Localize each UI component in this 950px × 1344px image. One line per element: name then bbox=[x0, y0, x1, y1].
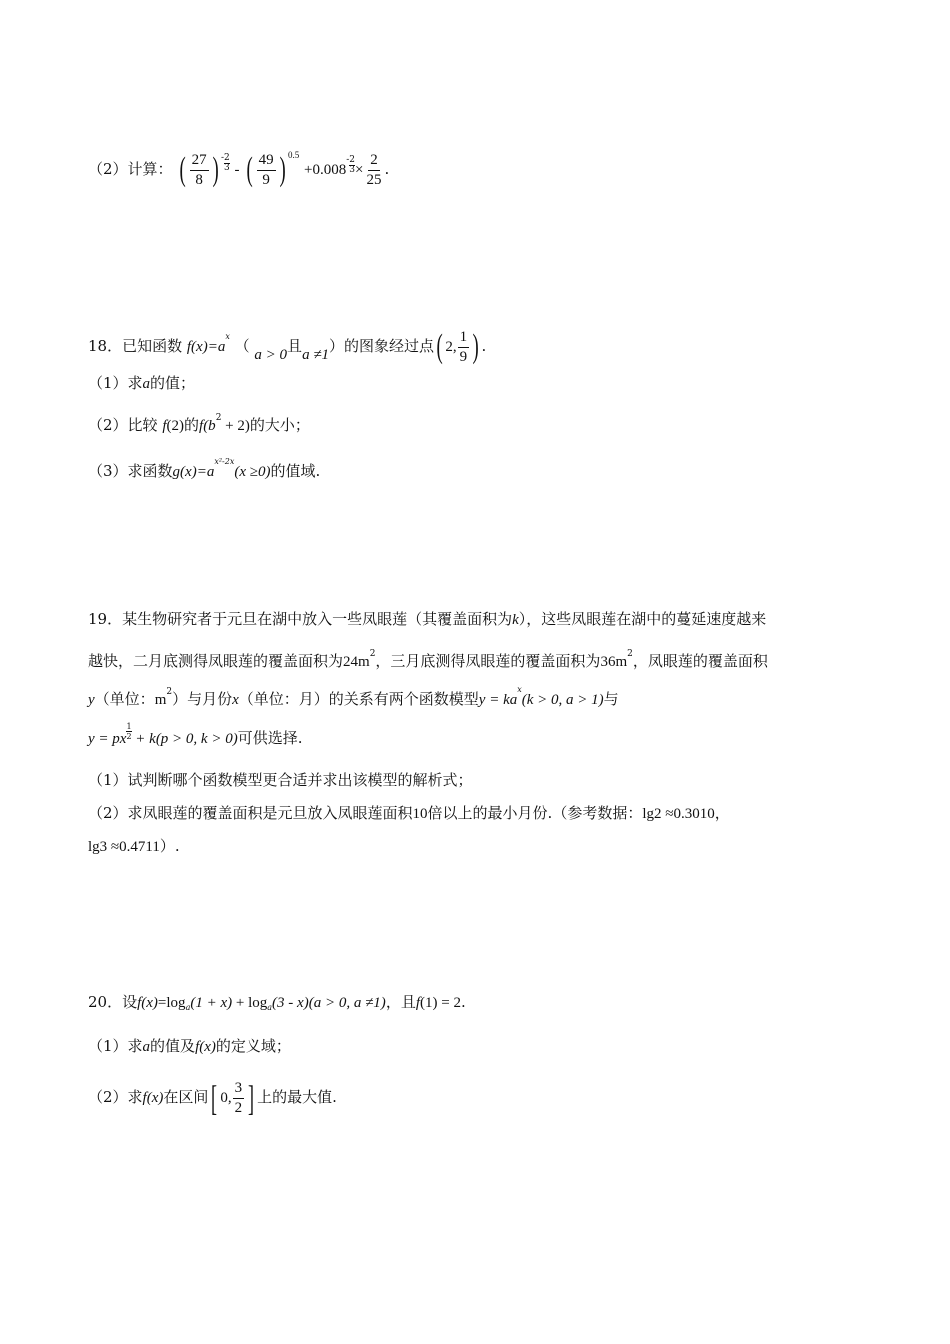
q18-stem-prefix: 18．已知函数 bbox=[88, 337, 183, 355]
q20-part2: （2）求f(x)在区间[ 0, $\frac{3}{2}$ ] 上的最大值. bbox=[88, 1078, 337, 1118]
q18-part3: （3）求函数$g(x)=a^{x^2-2x}(x \ge 0)$的值域. bbox=[88, 457, 321, 480]
q17-times: × bbox=[355, 162, 364, 178]
q17-minus: - bbox=[234, 162, 240, 178]
q17-frac3: $\frac{2}{25}$ bbox=[366, 151, 382, 188]
q19-line4: y = px $\frac{1}{2}$ + k(p > 0, k > 0)可供选择. bbox=[88, 722, 303, 747]
q18-point-frac: $\frac{1}{9}$ bbox=[459, 328, 468, 365]
q17-plus-num: +0.008 bbox=[304, 162, 347, 178]
q20-part1: （1）求a的值及f(x)的定义域； bbox=[88, 1037, 291, 1055]
q19-line1: 19．某生物研究者于元旦在湖中放入一些凤眼莲（其覆盖面积为k），这些凤眼莲在湖中的蔓延速度越来 bbox=[88, 610, 767, 628]
q20-stem: 20．设$f(x)=\log_a(1 + x) + \log_a(3 - x)(a > 0$, a ≠1)，且f(1) = 2. bbox=[88, 993, 466, 1012]
q17-exp1: - $\frac{2}{3}$ bbox=[220, 153, 230, 173]
q19-line2: 越快，二月底测得凤眼莲的覆盖面积为$24m^2$，三月底测得凤眼莲的覆盖面积为$36m^2$，凤眼莲的覆盖面积 bbox=[88, 649, 768, 670]
q17-exp2: 0.5 bbox=[287, 150, 300, 160]
q19-part1: （1）试判断哪个函数模型更合适并求出该模型的解析式； bbox=[88, 771, 473, 789]
q18-stem: 18．已知函数 $f(x)=a^x$ （ a > 0且a ≠1）的图象经过点( 2, $\frac{1}{9}$ ) . bbox=[88, 328, 487, 365]
q17-frac2: $\frac{49}{9}$ bbox=[258, 151, 274, 188]
q17-frac1: $\frac{27}{8}$ bbox=[191, 151, 207, 188]
q17-exp3: - $\frac{2}{3}$ bbox=[346, 155, 356, 175]
q18-part2: （2）比较 f(2)的$f(b^2 + 2)$的大小； bbox=[88, 413, 310, 434]
q17-part2-label: （2）计算： bbox=[88, 160, 173, 178]
q19-part2: （2）求凤眼莲的覆盖面积是元旦放入凤眼莲面积10倍以上的最小月份.（参考数据：lg2 ≈0.3010， bbox=[88, 804, 730, 822]
q19-refs: lg3 ≈0.4711）. bbox=[88, 837, 180, 855]
q19-line3: y（单位：$m^2$）与月份x（单位：月）的关系有两个函数模型$y = ka^x(k > 0$, a > 1)与 bbox=[88, 685, 619, 708]
q17-part2: （2）计算： ( $\frac{27}{8}$ ) - $\frac{2}{3}$ - ( $\frac{49}{9}$ ) 0.5 +0.008- $\frac{2}{3}$ × $\frac{2}{25}$ . bbox=[88, 135, 389, 190]
q20-interval-frac: $\frac{3}{2}$ bbox=[234, 1079, 243, 1116]
q18-part1: （1）求a的值； bbox=[88, 374, 196, 392]
